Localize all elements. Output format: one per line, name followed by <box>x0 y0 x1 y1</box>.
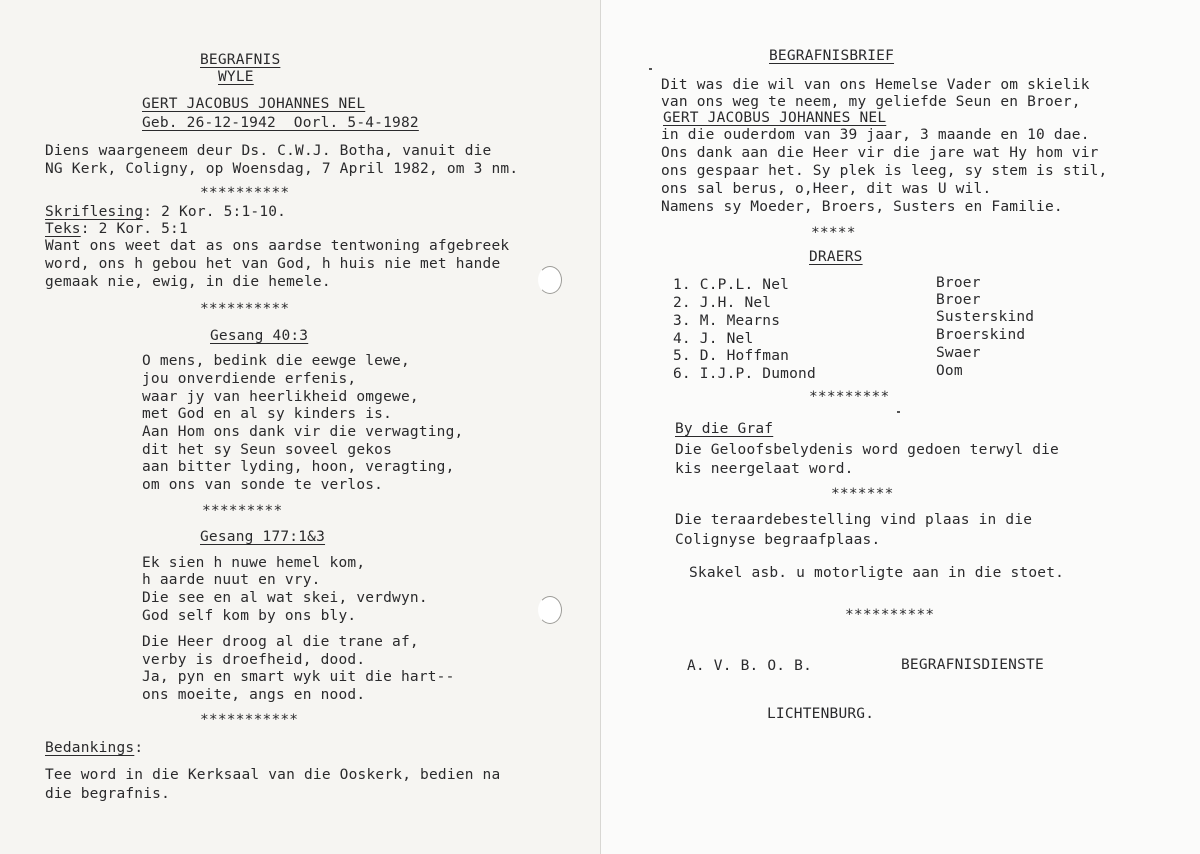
bearer-relation: Broer <box>936 292 981 308</box>
hymn-line: verby is droefheid, dood. <box>142 652 366 668</box>
bearer-name: 3. M. Mearns <box>673 313 781 329</box>
scripture-reading-label: Skriflesing <box>45 204 144 220</box>
hymn-line: Die Heer droog al die trane af, <box>142 634 419 650</box>
thanks-line-1: Tee word in die Kerksaal van die Ooskerk, bedien na <box>45 767 501 783</box>
hymn-line: dit het sy Seun soveel gekos <box>142 442 393 458</box>
punch-hole <box>538 266 562 294</box>
separator: ******* <box>831 486 894 502</box>
hymn-line: om ons van sonde te verlos. <box>142 477 384 493</box>
ink-speck <box>897 411 900 413</box>
letter-line: ons gespaar het. Sy plek is leeg, sy stem is stil, <box>661 163 1108 179</box>
hymn-line: ons moeite, angs en nood. <box>142 687 366 703</box>
birth-death-dates: Geb. 26-12-1942 Oorl. 5-4-1982 <box>142 115 419 131</box>
letter-line: ons sal berus, o,Heer, dit was U wil. <box>661 181 992 197</box>
hymn-line: Aan Hom ons dank vir die verwagting, <box>142 424 464 440</box>
service-line-2: NG Kerk, Coligny, op Woensdag, 7 April 1982, om 3 nm. <box>45 161 519 177</box>
bearer-name: 1. C.P.L. Nel <box>673 277 790 293</box>
grave-line-1: Die Geloofsbelydenis word gedoen terwyl die <box>675 442 1059 458</box>
bearers-title: DRAERS <box>809 249 863 265</box>
letter-line: van ons weg te neem, my geliefde Seun en Broer, <box>661 94 1081 110</box>
title-wyle: WYLE <box>218 69 254 85</box>
hymn-line: O mens, bedink die eewge lewe, <box>142 353 410 369</box>
bearer-name: 2. J.H. Nel <box>673 295 772 311</box>
verse-line-1: Want ons weet dat as ons aardse tentwoning afgebreek <box>45 238 510 254</box>
headlights-line: Skakel asb. u motorligte aan in die stoet. <box>689 565 1065 581</box>
bearer-relation: Broer <box>936 275 981 291</box>
thanks-heading <box>45 740 143 757</box>
separator: ********** <box>200 185 290 201</box>
sermon-text-value: : 2 Kor. 5:1 <box>80 221 188 237</box>
title-begrafnis: BEGRAFNIS <box>200 52 281 68</box>
sermon-text-label: Teks <box>45 221 81 237</box>
separator: ********* <box>202 503 283 519</box>
letter-name: GERT JACOBUS JOHANNES NEL <box>663 110 887 126</box>
letter-line: Namens sy Moeder, Broers, Susters en Familie. <box>661 199 1063 215</box>
org-name: A. V. B. O. B. <box>687 658 813 674</box>
thanks-colon: : <box>134 740 144 756</box>
sermon-text <box>45 221 188 238</box>
grave-line-2: kis neergelaat word. <box>675 461 854 477</box>
letter-title: BEGRAFNISBRIEF <box>769 48 895 64</box>
service-line-1: Diens waargeneem deur Ds. C.W.J. Botha, vanuit die <box>45 143 492 159</box>
bearer-relation: Broerskind <box>936 327 1026 343</box>
hymn-line: God self kom by ons bly. <box>142 608 357 624</box>
thanks-label: Bedankings <box>45 740 135 756</box>
separator: ********* <box>809 389 890 405</box>
separator: *********** <box>200 712 299 728</box>
hymn-line: Die see en al wat skei, verdwyn. <box>142 590 428 606</box>
burial-line-1: Die teraardebestelling vind plaas in die <box>675 512 1033 528</box>
letter-line: in die ouderdom van 39 jaar, 3 maande en 10 dae. <box>661 127 1090 143</box>
bearer-name: 4. J. Nel <box>673 331 754 347</box>
scripture-reading <box>45 204 286 221</box>
right-page <box>600 0 1200 854</box>
bearer-name: 5. D. Hoffman <box>673 348 790 364</box>
hymn-1-title: Gesang 40:3 <box>210 328 309 344</box>
punch-hole <box>538 596 562 624</box>
verse-line-3: gemaak nie, ewig, in die hemele. <box>45 274 331 290</box>
bearer-relation: Oom <box>936 363 963 379</box>
ink-speck <box>649 68 652 70</box>
grave-title: By die Graf <box>675 421 774 437</box>
bearer-name: 6. I.J.P. Dumond <box>673 366 816 382</box>
separator: ********** <box>845 607 935 623</box>
hymn-line: jou onverdiende erfenis, <box>142 371 357 387</box>
hymn-2-title: Gesang 177:1&3 <box>200 529 326 545</box>
thanks-line-2: die begrafnis. <box>45 786 171 802</box>
hymn-line: Ek sien h nuwe hemel kom, <box>142 555 366 571</box>
hymn-line: aan bitter lyding, hoon, veragting, <box>142 459 455 475</box>
city: LICHTENBURG. <box>767 706 875 722</box>
bearer-relation: Susterskind <box>936 309 1035 325</box>
separator: ********** <box>200 301 290 317</box>
hymn-line: met God en al sy kinders is. <box>142 406 393 422</box>
deceased-name: GERT JACOBUS JOHANNES NEL <box>142 96 366 112</box>
verse-line-2: word, ons h gebou het van God, h huis nie met hande <box>45 256 501 272</box>
separator: ***** <box>811 225 856 241</box>
funeral-services: BEGRAFNISDIENSTE <box>901 657 1044 673</box>
letter-line: Dit was die wil van ons Hemelse Vader om skielik <box>661 77 1090 93</box>
scripture-reading-value: : 2 Kor. 5:1-10. <box>143 204 287 220</box>
bearer-relation: Swaer <box>936 345 981 361</box>
hymn-line: Ja, pyn en smart wyk uit die hart-- <box>142 669 455 685</box>
letter-line: Ons dank aan die Heer vir die jare wat Hy hom vir <box>661 145 1099 161</box>
burial-line-2: Colignyse begraafplaas. <box>675 532 881 548</box>
hymn-line: waar jy van heerlikheid omgewe, <box>142 389 419 405</box>
hymn-line: h aarde nuut en vry. <box>142 572 321 588</box>
